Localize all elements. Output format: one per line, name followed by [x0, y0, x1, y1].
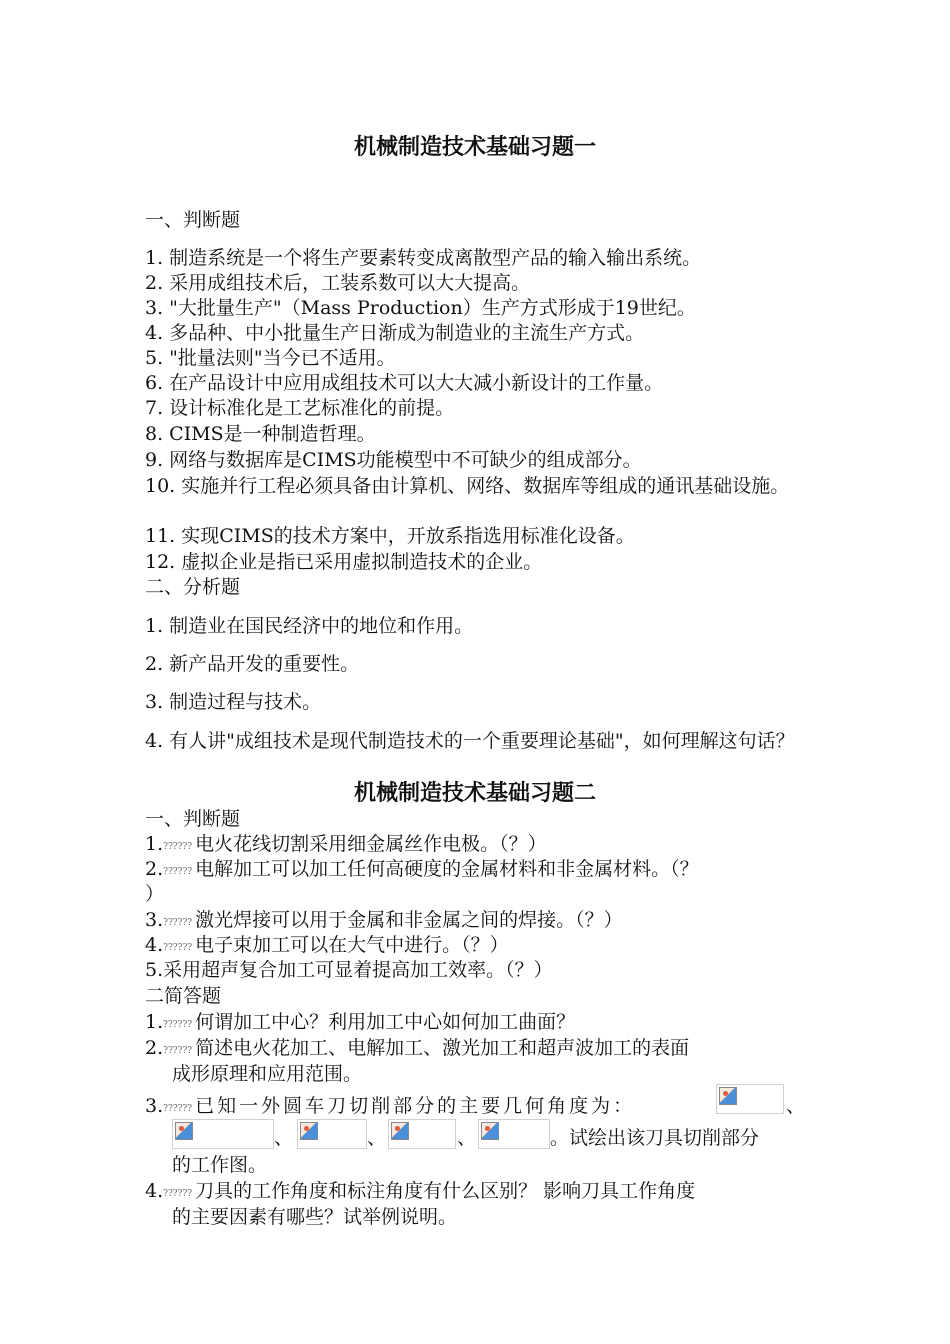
doc1-section-analysis: 二、分析题: [145, 576, 241, 598]
doc1-item: 7. 设计标准化是工艺标准化的前提。: [145, 397, 455, 419]
doc2-question: 1.?????? 何谓加工中心？利用加工中心如何加工曲面？: [145, 1011, 576, 1033]
doc1-item: 2. 采用成组技术后，工装系数可以大大提高。: [145, 272, 531, 294]
doc2-judge-item-continuation: ）: [145, 883, 165, 905]
garbled-marker: ??????: [163, 918, 193, 928]
separator: 、: [274, 1127, 294, 1149]
doc1-item: 9. 网络与数据库是CIMS功能模型中不可缺少的组成部分。: [145, 449, 642, 471]
doc1-item: 12. 虚拟企业是指已采用虚拟制造技术的企业。: [145, 551, 543, 573]
garbled-marker: ??????: [163, 1189, 193, 1199]
doc2-title: 机械制造技术基础习题二: [353, 781, 596, 806]
angle-image-placeholder: [297, 1119, 367, 1149]
doc1-analysis-item: 3. 制造过程与技术。: [145, 691, 322, 713]
garbled-marker: ??????: [163, 867, 193, 877]
garbled-marker: ??????: [163, 943, 193, 953]
garbled-marker: ??????: [163, 1020, 193, 1030]
doc1-title: 机械制造技术基础习题一: [353, 135, 596, 160]
doc2-question-continuation: 的工作图。: [172, 1154, 268, 1176]
separator: 、: [457, 1127, 477, 1149]
doc2-judge-item: 3.?????? 激光焊接可以用于金属和非金属之间的焊接。（？）: [145, 909, 623, 931]
doc2-question-continuation: 的主要因素有哪些？试举例说明。: [172, 1206, 458, 1228]
doc2-section-short: 二简答题: [145, 985, 222, 1007]
broken-image-icon: [478, 1119, 550, 1149]
angle-image-placeholder: [478, 1119, 550, 1149]
doc1-item: 6. 在产品设计中应用成组技术可以大大减小新设计的工作量。: [145, 372, 664, 394]
broken-image-icon: [388, 1119, 456, 1149]
doc2-question-continuation: 。试绘出该刀具切削部分: [550, 1127, 760, 1149]
doc1-item: 10. 实施并行工程必须具备由计算机、网络、数据库等组成的通讯基础设施。: [145, 475, 790, 497]
doc2-section-judge: 一、判断题: [145, 808, 241, 830]
doc1-item: 4. 多品种、中小批量生产日渐成为制造业的主流生产方式。: [145, 322, 645, 344]
garbled-marker: ??????: [163, 842, 193, 852]
doc2-question: 3.?????? 已知一外圆车刀切削部分的主要几何角度为：: [145, 1095, 636, 1117]
doc1-item: 5. "批量法则"当今已不适用。: [145, 347, 396, 369]
angle-image-placeholder: [716, 1084, 784, 1114]
doc2-question-continuation: 成形原理和应用范围。: [172, 1063, 363, 1085]
doc1-item: 8. CIMS是一种制造哲理。: [145, 423, 376, 445]
doc1-item: 11. 实现CIMS的技术方案中，开放系指选用标准化设备。: [145, 525, 635, 547]
doc2-judge-item: 5.采用超声复合加工可显着提高加工效率。（？）: [145, 959, 553, 981]
doc1-analysis-item: 1. 制造业在国民经济中的地位和作用。: [145, 615, 474, 637]
broken-image-icon: [297, 1119, 367, 1149]
doc2-judge-item: 1.?????? 电火花线切割采用细金属丝作电极。（？）: [145, 833, 547, 855]
doc1-item: 1. 制造系统是一个将生产要素转变成离散型产品的输入输出系统。: [145, 247, 702, 269]
garbled-marker: ??????: [163, 1104, 193, 1114]
doc1-analysis-item: 4. 有人讲"成组技术是现代制造技术的一个重要理论基础"，如何理解这句话？: [145, 730, 795, 752]
broken-image-icon: [172, 1119, 274, 1149]
doc2-judge-item: 2.?????? 电解加工可以加工任何高硬度的金属材料和非金属材料。（？: [145, 858, 699, 880]
doc1-analysis-item: 2. 新产品开发的重要性。: [145, 653, 360, 675]
broken-image-icon: [716, 1084, 784, 1114]
doc1-section-judge: 一、判断题: [145, 209, 241, 231]
doc2-question: 4.?????? 刀具的工作角度和标注角度有什么区别？ 影响刀具工作角度: [145, 1180, 696, 1202]
angle-image-placeholder: [172, 1119, 274, 1149]
separator: 、: [367, 1127, 387, 1149]
separator: 、: [786, 1095, 806, 1117]
angle-image-placeholder: [388, 1119, 456, 1149]
doc2-question: 2.?????? 简述电火花加工、电解加工、激光加工和超声波加工的表面: [145, 1037, 690, 1059]
garbled-marker: ??????: [163, 1046, 193, 1056]
doc2-judge-item: 4.?????? 电子束加工可以在大气中进行。（？）: [145, 934, 509, 956]
doc1-item: 3. "大批量生产"（Mass Production）生产方式形成于19世纪。: [145, 297, 696, 319]
